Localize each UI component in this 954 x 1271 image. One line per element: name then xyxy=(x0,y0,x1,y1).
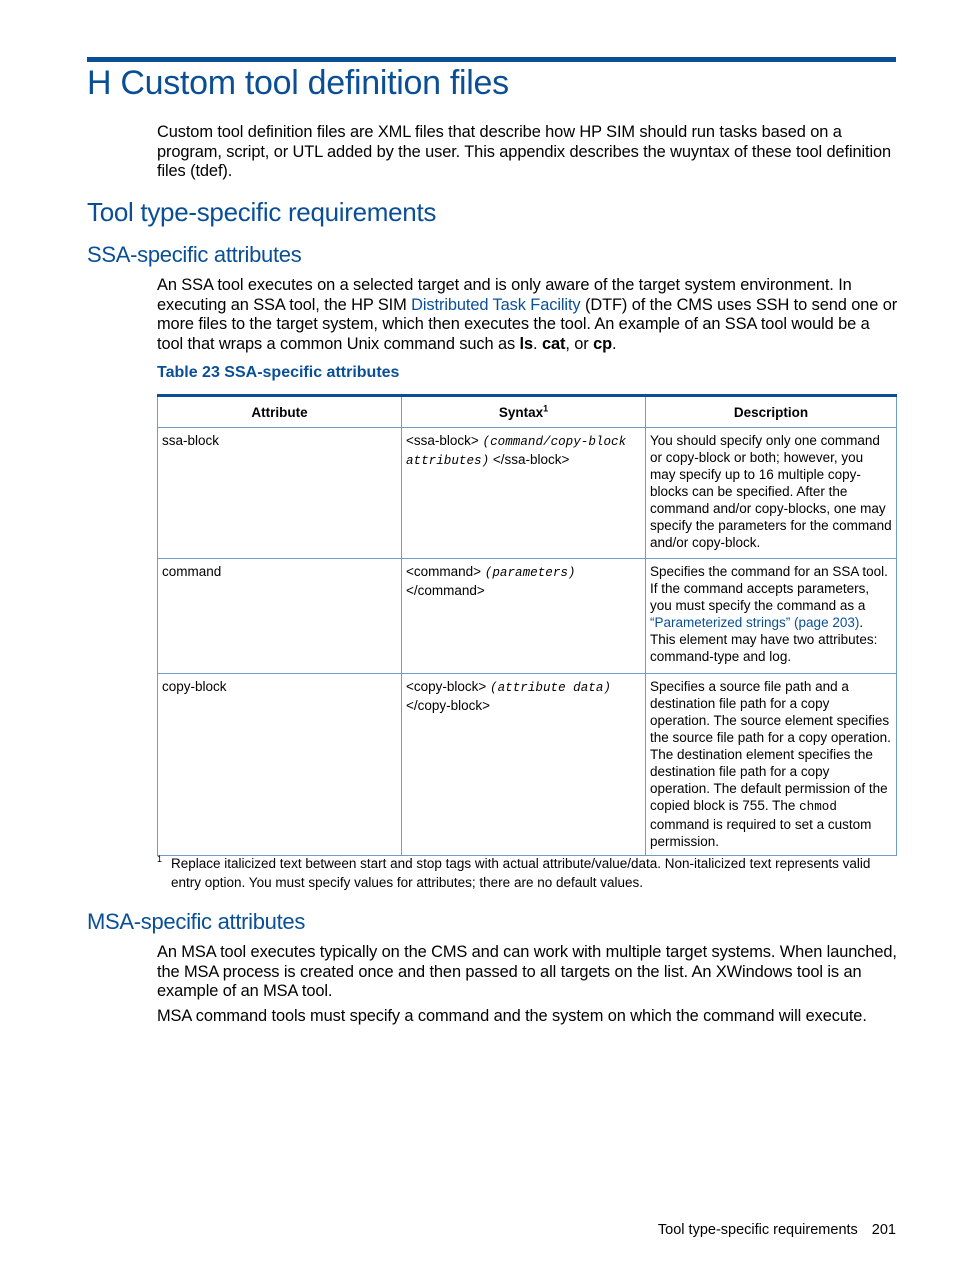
dtf-link[interactable]: Distributed Task Facility xyxy=(411,295,581,314)
header-description: Description xyxy=(646,396,897,428)
ssa-heading: SSA-specific attributes xyxy=(87,242,302,267)
syntax-open: <copy-block> xyxy=(406,679,491,694)
ssa-text-2: (DTF) of the CMS uses SSH to send one or more files to the target system, which then executes the tool. An example of an SSA tool would be a tool that wraps a common Unix command such as xyxy=(157,295,898,353)
header-attribute: Attribute xyxy=(158,396,402,428)
ssa-sep-2: , or xyxy=(565,334,594,353)
desc-text-1: Specifies a source file path and a destination file path for a copy operation. The source element specifies the source file path for a copy operation. The destination element specifies the destination file path for a copy operation. The default permission of the copied block is 755. The xyxy=(650,679,891,813)
table-footnote xyxy=(157,854,897,892)
cell-description: You should specify only one command or copy-block or both; however, you may specify up to 16 multiple copy-blocks can be specified. After the command and/or copy-blocks, one may specify the parameters for the command and/or copy-block. xyxy=(646,428,897,559)
syntax-close: </ssa-block> xyxy=(489,452,570,467)
table-row xyxy=(158,559,897,674)
table-row xyxy=(158,428,897,559)
syntax-param: (attribute data) xyxy=(490,681,611,695)
cmd-ls: ls xyxy=(519,334,534,353)
ssa-paragraph xyxy=(157,276,899,354)
desc-code: chmod xyxy=(799,800,837,814)
desc-text-2: command is required to set a custom permission. xyxy=(650,817,872,849)
ssa-end: . xyxy=(612,334,617,353)
header-syntax-label: Syntax xyxy=(498,404,544,420)
table-row xyxy=(158,674,897,856)
cmd-cp: cp xyxy=(593,334,613,353)
footnote-text: Replace italicized text between start and stop tags with actual attribute/value/data. Non-italicized text represents valid entry option. You must specify values for attributes; there are no default values. xyxy=(171,856,871,890)
msa-paragraph-2: MSA command tools must specify a command and the system on which the command will execute. xyxy=(157,1007,867,1025)
msa-paragraph-1: An MSA tool executes typically on the CMS and can work with multiple target systems. When launched, the MSA process is created once and then passed to all targets on the list. An XWindows tool is an example of an MSA tool. xyxy=(157,943,897,1000)
cell-description xyxy=(646,674,897,856)
footnote-ref[interactable]: 1 xyxy=(543,403,549,413)
cell-attribute: ssa-block xyxy=(158,428,402,559)
chapter-rule xyxy=(87,57,896,62)
cell-attribute: copy-block xyxy=(158,674,402,856)
parameterized-strings-link[interactable]: “Parameterized strings” (page 203) xyxy=(650,615,860,630)
ssa-sep-1: . xyxy=(533,334,542,353)
cmd-cat: cat xyxy=(541,334,566,353)
syntax-close: </copy-block> xyxy=(406,698,491,713)
cell-syntax xyxy=(402,559,646,674)
intro-paragraph: Custom tool definition files are XML files that describe how HP SIM should run tasks based on a program, script, or UTL added by the user. This appendix describes the wuyntax of these tool definition files (tdef). xyxy=(157,123,892,180)
cell-attribute: command xyxy=(158,559,402,674)
footer-section: Tool type-specific requirements xyxy=(657,1222,858,1238)
table-caption: Table 23 SSA-specific attributes xyxy=(157,364,400,381)
chapter-title: H Custom tool definition files xyxy=(87,64,509,102)
section-title: Tool type-specific requirements xyxy=(87,197,437,227)
syntax-param: (command/copy-block attributes) xyxy=(406,435,627,468)
footnote-mark: 1 xyxy=(157,854,163,864)
ssa-text-1: An SSA tool executes on a selected target and is only aware of the target system environment. In executing an SSA tool, the HP SIM xyxy=(157,276,852,314)
page-number: 201 xyxy=(871,1222,896,1238)
desc-text-2: . This element may have two attributes: command-type and log. xyxy=(650,615,878,664)
table-header-row xyxy=(158,396,897,428)
syntax-open: <command> xyxy=(406,564,485,579)
syntax-open: <ssa-block> xyxy=(406,433,483,448)
cell-description xyxy=(646,559,897,674)
cell-syntax xyxy=(402,674,646,856)
page-footer xyxy=(658,1222,896,1238)
ssa-attributes-table xyxy=(157,394,897,856)
msa-heading: MSA-specific attributes xyxy=(87,909,306,934)
syntax-param: (parameters) xyxy=(484,566,576,580)
syntax-close: </command> xyxy=(406,583,485,598)
desc-text-1: Specifies the command for an SSA tool. If the command accepts parameters, you must specify the command as a xyxy=(650,564,888,613)
header-syntax xyxy=(402,396,646,428)
cell-syntax xyxy=(402,428,646,559)
